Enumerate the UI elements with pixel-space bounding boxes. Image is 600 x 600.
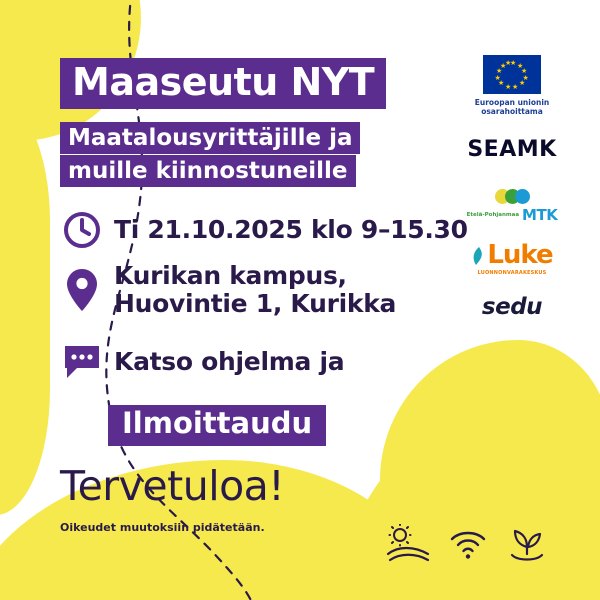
location-pin-icon (60, 268, 104, 312)
fineprint-text: Oikeudet muutoksiin pidätetään. (60, 521, 265, 534)
luke-caption: LUONNONVARAKESKUS (477, 269, 547, 276)
chat-bubble-icon (60, 340, 104, 384)
eu-flag-icon: ★ ★ ★ ★ ★ ★ ★ ★ ★ ★ ★ ★ (483, 55, 541, 94)
mtk-region-label: Etelä-Pohjanmaa (466, 211, 520, 218)
program-row (60, 340, 344, 384)
date-row (60, 208, 468, 252)
subtitle-line-2: muille kiinnostuneille (60, 155, 356, 187)
luke-leaf-icon (471, 246, 487, 268)
field-sun-icon (386, 524, 430, 564)
logo-column (452, 55, 572, 320)
sprout-hand-icon (506, 525, 548, 563)
mtk-label: MTK (522, 205, 558, 224)
place-row (60, 262, 396, 318)
seamk-logo: SEAMK (467, 136, 557, 162)
eu-logo-caption (475, 98, 550, 117)
eu-logo (475, 55, 550, 117)
sedu-logo: sedu (481, 293, 543, 320)
place-line-1: Kurikan kampus, (114, 261, 347, 290)
welcome-text: Tervetuloa! (60, 462, 285, 510)
mtk-logo-mark (495, 182, 530, 204)
eu-caption-line-2: osarahoittama (481, 107, 543, 117)
subtitle (60, 122, 390, 187)
mtk-logo (467, 182, 558, 224)
page-title: Maaseutu NYT (60, 58, 386, 109)
luke-label: Luke (487, 239, 553, 270)
clock-icon (60, 208, 104, 252)
program-text: Katso ohjelma ja (114, 347, 345, 376)
luke-logo (471, 239, 553, 276)
date-text: Ti 21.10.2025 klo 9–15.30 (114, 215, 468, 244)
subtitle-line-1: Maatalousyrittäjille ja (60, 122, 360, 154)
eu-caption-line-1: Euroopan unionin (474, 98, 550, 107)
theme-icon-strip (386, 524, 548, 564)
wifi-icon (448, 527, 488, 561)
register-button[interactable]: Ilmoittaudu (108, 405, 326, 446)
place-line-2: Huovintie 1, Kurikka (114, 289, 397, 318)
place-text (114, 262, 396, 318)
